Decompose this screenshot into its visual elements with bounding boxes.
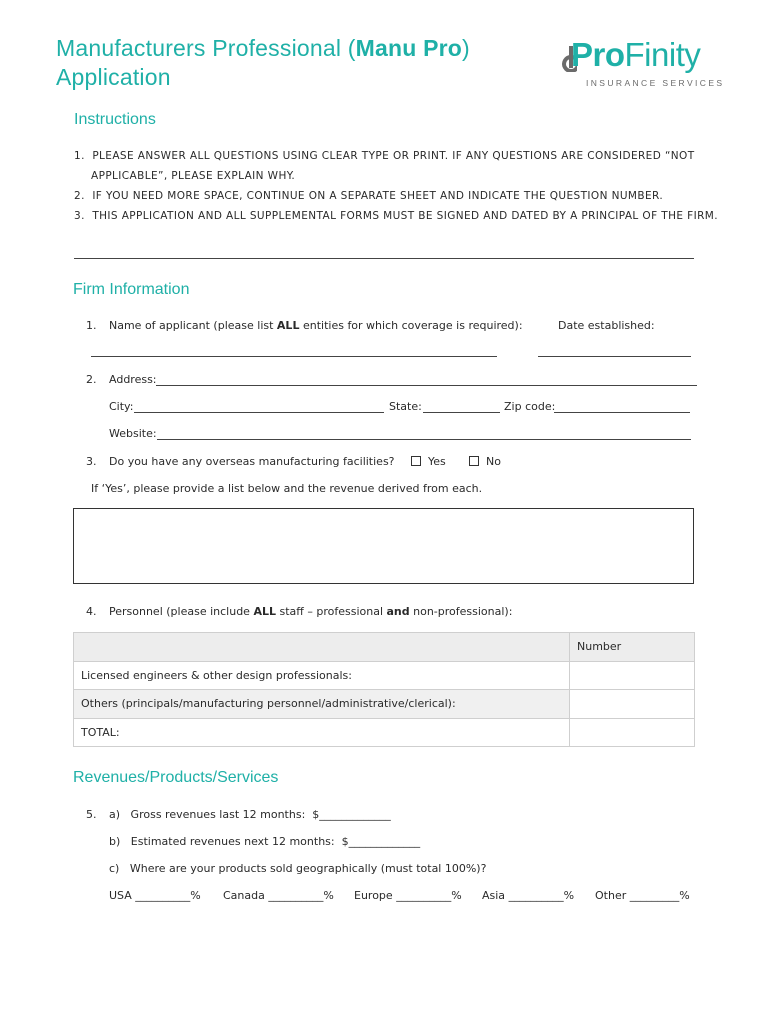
checkbox-icon[interactable] [411, 456, 421, 466]
q1-number: 1. [86, 319, 97, 332]
overseas-facilities-textbox[interactable] [73, 508, 694, 584]
q3-number: 3. [86, 455, 97, 468]
estimated-revenue-field[interactable]: $_____________ [341, 835, 421, 848]
yes-option[interactable]: Yes [411, 455, 446, 468]
number-cell[interactable] [570, 718, 695, 747]
q5a-row: a) Gross revenues last 12 months: $_____________ [109, 808, 391, 821]
date-established-label: Date established: [558, 319, 655, 332]
q3-label: Do you have any overseas manufacturing facilities? [109, 455, 395, 468]
profinity-logo [557, 36, 727, 94]
row-label: Others (principals/manufacturing personnel/administrative/clerical): [74, 690, 570, 719]
address-field[interactable] [156, 385, 697, 386]
gross-revenue-field[interactable]: $_____________ [312, 808, 391, 821]
title-line2: Application [56, 64, 171, 90]
zip-field[interactable] [554, 412, 690, 413]
q5b-row: b) Estimated revenues next 12 months: $_____________ [109, 835, 421, 848]
number-cell[interactable] [570, 661, 695, 690]
page-title: Manufacturers Professional (Manu Pro) Application [56, 35, 470, 90]
q4-label: Personnel (please include ALL staff – professional and non-professional): [109, 605, 513, 618]
region-canada[interactable]: Canada __________% [223, 889, 334, 902]
no-option[interactable]: No [469, 455, 501, 468]
q5c-row: c) Where are your products sold geographically (must total 100%)? [109, 862, 487, 875]
revenues-heading: Revenues/Products/Services [73, 769, 279, 786]
region-europe[interactable]: Europe __________% [354, 889, 462, 902]
title-bold: Manu Pro [355, 35, 463, 61]
q2-number: 2. [86, 373, 97, 386]
table-header-row [74, 633, 695, 662]
q4-number: 4. [86, 605, 97, 618]
region-asia[interactable]: Asia __________% [482, 889, 575, 902]
firm-info-heading: Firm Information [73, 281, 190, 298]
instruction-item: 2. IF YOU NEED MORE SPACE, CONTINUE ON A SEPARATE SHEET AND INDICATE THE QUESTION NUMBER. [74, 190, 664, 202]
instruction-item: 1. PLEASE ANSWER ALL QUESTIONS USING CLEAR TYPE OR PRINT. IF ANY QUESTIONS ARE CONSIDERED “NOT [74, 150, 695, 162]
website-field[interactable] [157, 439, 691, 440]
q3-followup: If ‘Yes’, please provide a list below and the revenue derived from each. [91, 482, 483, 495]
instruction-item: 3. THIS APPLICATION AND ALL SUPPLEMENTAL FORMS MUST BE SIGNED AND DATED BY A PRINCIPAL OF THE FIRM. [74, 210, 718, 222]
logo-subtitle: INSURANCE SERVICES [586, 78, 725, 88]
applicant-name-field[interactable] [91, 356, 497, 357]
region-usa[interactable]: USA __________% [109, 889, 201, 902]
website-label: Website: [109, 427, 157, 440]
instruction-item-cont: APPLICABLE”, PLEASE EXPLAIN WHY. [91, 170, 296, 182]
logo-wordmark: ProFinity [571, 36, 701, 73]
row-label: TOTAL: [74, 718, 570, 747]
row-label: Licensed engineers & other design professionals: [74, 661, 570, 690]
checkbox-icon[interactable] [469, 456, 479, 466]
divider [74, 258, 694, 259]
instructions-heading: Instructions [74, 111, 156, 128]
personnel-table [73, 632, 695, 747]
zip-label: Zip code: [504, 400, 556, 413]
city-label: City: [109, 400, 134, 413]
date-established-field[interactable] [538, 356, 691, 357]
table-row [74, 661, 695, 690]
q1-label: Name of applicant (please list ALL entities for which coverage is required): [109, 319, 523, 332]
region-other[interactable]: Other _________% [595, 889, 690, 902]
number-cell[interactable] [570, 690, 695, 719]
state-field[interactable] [423, 412, 500, 413]
table-row [74, 690, 695, 719]
table-row [74, 718, 695, 747]
address-label: Address: [109, 373, 157, 386]
city-field[interactable] [134, 412, 384, 413]
q5-number: 5. [86, 808, 97, 821]
state-label: State: [389, 400, 422, 413]
number-column-header: Number [570, 633, 695, 662]
